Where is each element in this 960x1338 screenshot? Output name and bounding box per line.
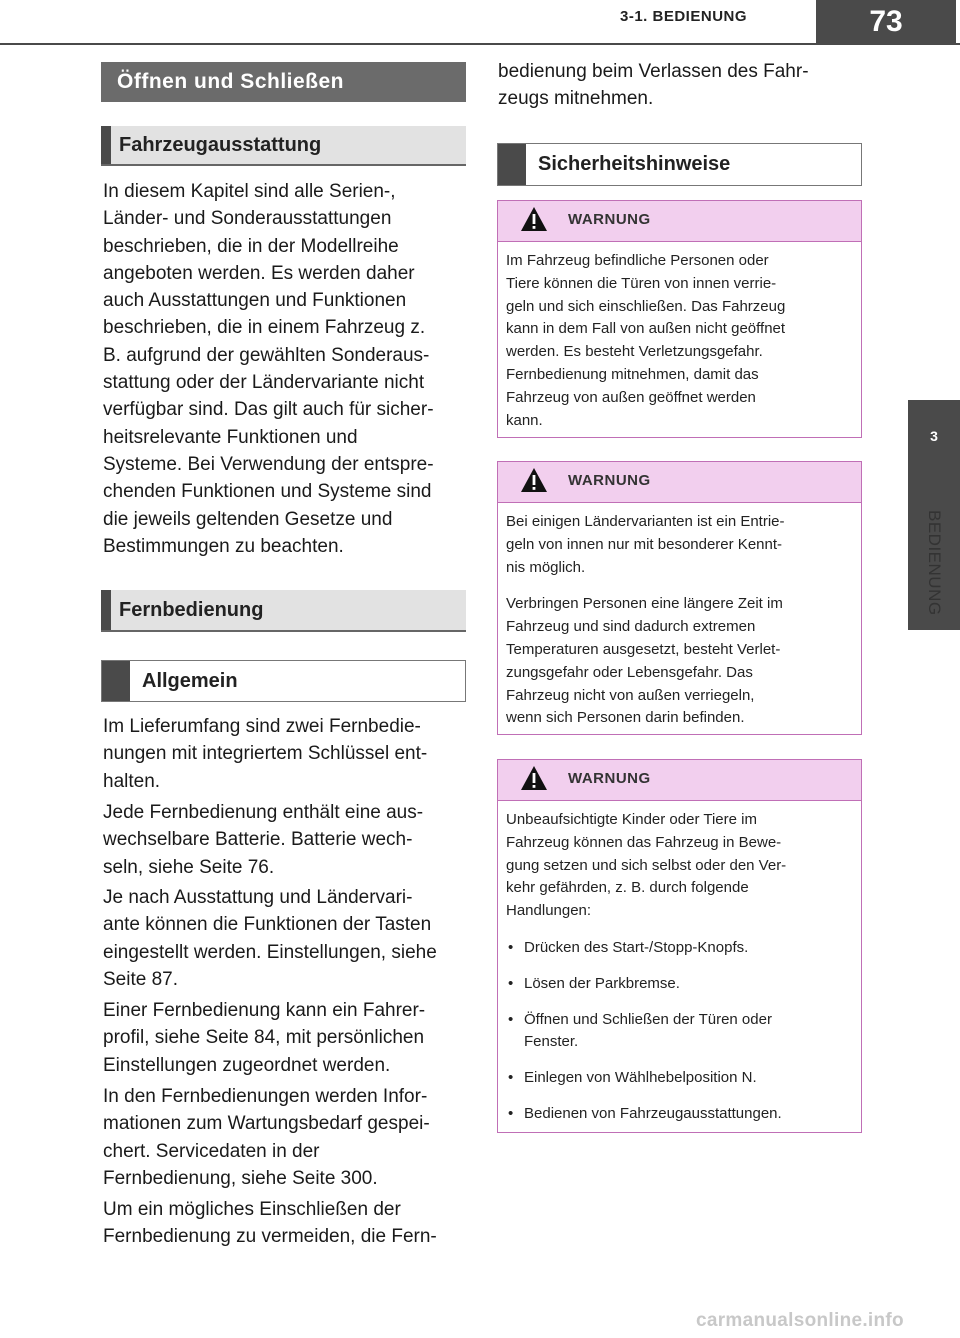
heading-marker bbox=[102, 661, 130, 701]
heading-remote bbox=[101, 590, 466, 632]
warning-title: WARNUNG bbox=[568, 211, 651, 228]
warning-triangle-icon bbox=[520, 765, 548, 791]
warning-paragraph: Unbeaufsichtigte Kinder oder Tiere im Fahrzeug können das Fahrzeug in Bewe- gung setzen und sich selbst oder den Ver- kehr gefährden, z. B. durch folgende Handlungen: bbox=[506, 811, 787, 920]
warning-paragraph: Verbringen Personen eine längere Zeit im Fahrzeug und sind dadurch extremen Temperaturen ausgesetzt, besteht Verlet- zungsgefahr oder Lebensgefahr. Das Fahrzeug nicht von außen verriegeln, wenn sich Personen darin befinden. bbox=[506, 595, 783, 727]
page-number: 73 bbox=[816, 0, 956, 44]
remote-paragraph-3: Je nach Ausstattung und Ländervari- ante können die Funktionen der Tasten eingestellt werden. Einstellungen, siehe Seite 87. bbox=[103, 887, 437, 990]
heading-safety-text: Sicherheitshinweise bbox=[538, 153, 731, 175]
heading-open-close-text: Öffnen und Schließen bbox=[117, 70, 345, 93]
heading-marker bbox=[101, 126, 111, 164]
warning-header bbox=[498, 462, 861, 503]
heading-safety bbox=[497, 143, 862, 186]
warning-title: WARNUNG bbox=[568, 770, 651, 787]
list-item: • Drücken des Start-/Stopp-Knopfs. bbox=[506, 937, 853, 960]
warning-title: WARNUNG bbox=[568, 472, 651, 489]
header-rule bbox=[0, 43, 960, 45]
heading-remote-text: Fernbedienung bbox=[119, 598, 264, 621]
warning-triangle-icon bbox=[520, 206, 548, 232]
warning-paragraph: Bei einigen Ländervarianten ist ein Entrie- geln von innen nur mit besonderer Kennt- nis möglich. bbox=[506, 513, 785, 576]
list-item: • Lösen der Parkbremse. bbox=[506, 973, 853, 996]
remote-paragraph-4: Einer Fernbedienung kann ein Fahrer- profil, siehe Seite 84, mit persönlichen Einstellungen zugeordnet werden. bbox=[103, 1000, 426, 1076]
warning-header bbox=[498, 201, 861, 242]
section-title: 3-1. BEDIENUNG bbox=[620, 8, 748, 25]
warning-box bbox=[497, 200, 862, 438]
warning-triangle-icon bbox=[520, 467, 548, 493]
warning-paragraph: Im Fahrzeug befindliche Personen oder Tiere können die Türen von innen verrie- geln und sich einschließen. Das Fahrzeug kann in dem Fall von außen nicht geöffnet werden. Es besteht Verletzungsgefahr. Fernbedienung mitnehmen, damit das Fahrzeug von außen geöffnet werden kann. bbox=[506, 252, 786, 429]
warning-header bbox=[498, 760, 861, 801]
footer-watermark: carmanualsonline.info bbox=[696, 1310, 904, 1331]
heading-general bbox=[101, 660, 466, 702]
chapter-label-wrap bbox=[908, 510, 960, 620]
warning-bullet-list bbox=[506, 937, 853, 1126]
heading-equipment-text: Fahrzeugausstattung bbox=[119, 133, 322, 156]
heading-marker bbox=[101, 590, 111, 630]
heading-open-close bbox=[101, 62, 466, 102]
remote-paragraph-6-cont: bedienung beim Verlassen des Fahr- zeugs mitnehmen. bbox=[498, 61, 809, 110]
heading-general-text: Allgemein bbox=[142, 669, 238, 692]
remote-paragraph-5: In den Fernbedienungen werden Infor- mationen zum Wartungsbedarf gespei- chert. Servicedaten in der Fernbedienung, siehe Seite 300. bbox=[103, 1086, 430, 1189]
heading-equipment bbox=[101, 126, 466, 166]
list-item: • Öffnen und Schließen der Türen oder Fenster. bbox=[506, 1009, 853, 1055]
heading-marker bbox=[498, 144, 526, 185]
chapter-label: BEDIENUNG bbox=[925, 510, 944, 616]
remote-paragraph-6: Um ein mögliches Einschließen der Fernbedienung zu vermeiden, die Fern- bbox=[103, 1199, 437, 1248]
equipment-paragraph: In diesem Kapitel sind alle Serien-, Länder- und Sonderausstattungen beschrieben, die in der Modellreihe angeboten werden. Es werden daher auch Ausstattungen und Funktionen beschrieben, die in einem Fahrzeug z. B. aufgrund der gewählten Sonderaus- stattung oder der Ländervariante nicht verfügbar sind. Das gilt auch für sicher- heitsrelevante Funktionen und Systeme. Bei Verwendung der entspre- chenden Funktionen und Systeme sind die jeweils geltenden Gesetze und Bestimmungen zu beachten. bbox=[103, 181, 434, 557]
chapter-number: 3 bbox=[930, 428, 938, 444]
warning-box bbox=[497, 759, 862, 1133]
warning-body bbox=[498, 503, 861, 736]
list-item: • Bedienen von Fahrzeugausstattungen. bbox=[506, 1103, 853, 1126]
list-item: • Einlegen von Wählhebelposition N. bbox=[506, 1067, 853, 1090]
warning-body bbox=[498, 242, 861, 438]
warning-box bbox=[497, 461, 862, 735]
remote-paragraph-2: Jede Fernbedienung enthält eine aus- wechselbare Batterie. Batterie wech- seln, siehe Seite 76. bbox=[103, 802, 424, 878]
warning-body bbox=[498, 801, 861, 1136]
remote-paragraph-1: Im Lieferumfang sind zwei Fernbedie- nungen mit integriertem Schlüssel ent- halten. bbox=[103, 716, 428, 792]
